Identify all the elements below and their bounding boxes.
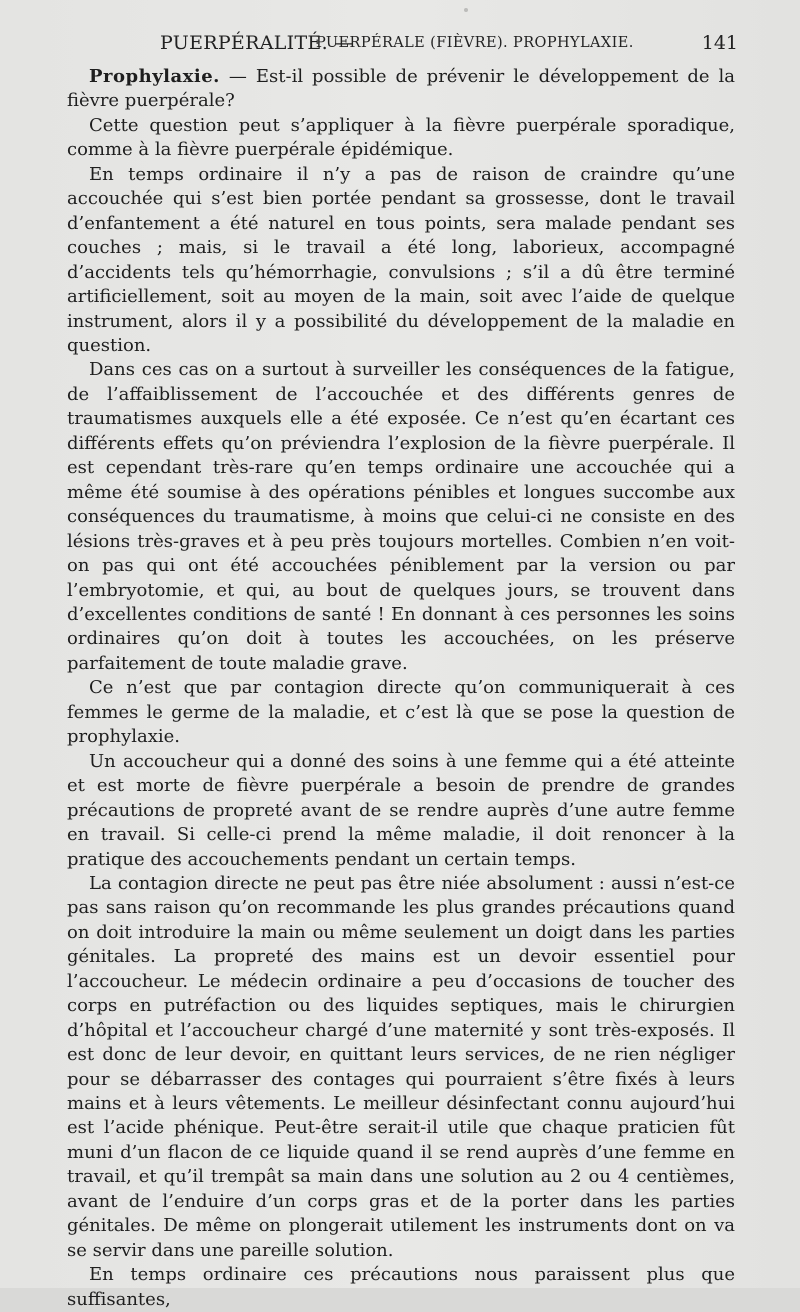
- page-number: 141: [701, 32, 738, 54]
- paragraph: Un accoucheur qui a donné des soins à une femme qui a été atteinte et est morte de fièvre puerpérale a besoin de prendre de grandes précautions de propreté avant de se rendre auprès d’une autre femme en travail. Si celle-ci prend la même maladie, il doit renoncer à la pratique des accouchements pendant un certain temps.: [67, 750, 735, 870]
- body-text: [67, 65, 735, 1312]
- paragraph: [67, 65, 735, 114]
- paragraph: Cette question peut s’appliquer à la fièvre puerpérale sporadique, comme à la fièvre puerpérale épidémique.: [67, 114, 735, 161]
- page-mark: [464, 8, 468, 12]
- header-title: PUERPÉRALITÉ. —: [160, 32, 354, 54]
- paragraph: En temps ordinaire il n’y a pas de raison de craindre qu’une accouchée qui s’est bien portée pendant sa grossesse, dont le travail d’enfantement a été naturel en tous points, sera malade pendant ses couches ; mais, si le travail a été long, laborieux, accompagné d’accidents tels qu’hémorrhagie, convulsions ; s’il a dû être terminé artificiellement, soit au moyen de la main, soit avec l’aide de quelque instrument, alors il y a possibilité du développement de la maladie en question.: [67, 163, 735, 356]
- paragraph: Ce n’est que par contagion directe qu’on communiquerait à ces femmes le germe de la maladie, et c’est là que se pose la question de prophylaxie.: [67, 677, 735, 748]
- section-heading: Prophylaxie.: [89, 66, 220, 87]
- paragraph: En temps ordinaire ces précautions nous paraissent plus que suffisantes,: [67, 1264, 735, 1310]
- running-header: [160, 32, 740, 58]
- paragraph: La contagion directe ne peut pas être niée absolument : aussi n’est-ce pas sans raison qu’on recommande les plus grandes précautions quand on doit introduire la main ou même seulement un doigt dans les parties génitales. La propreté des mains est un devoir essentiel pour l’accoucheur. Le médecin ordinaire a peu d’occasions de toucher des corps en putréfaction ou des liquides septiques, mais le chirurgien d’hôpital et l’accoucheur chargé d’une maternité y sont très-exposés. Il est donc de leur devoir, en quittant leurs services, de ne rien négliger pour se débarrasser des contages qui pourraient s’être fixés à leurs mains et à leurs vêtements. Le meilleur désinfectant connu aujourd’hui est l’acide phénique. Peut-être serait-il utile que chaque praticien fût muni d’un flacon de ce liquide quand il se rend auprès d’une femme en travail, et qu’il trempât sa main dans une solution au 2 ou 4 centièmes, avant de l’enduire d’un corps gras et de la porter dans les parties génitales. De même on plongerait utilement les instruments dont on va se servir dans une pareille solution.: [67, 872, 735, 1261]
- paragraph-text: — Est-il possible de prévenir le développement de la fièvre puerpérale?: [67, 66, 735, 112]
- paragraph: Dans ces cas on a surtout à surveiller les conséquences de la fatigue, de l’affaiblissement de l’accouchée et des différents genres de traumatismes auxquels elle a été exposée. Ce n’est qu’en écartant ces différents effets qu’on préviendra l’explosion de la fièvre puerpérale. Il est cependant très-rare qu’en temps ordinaire une accouchée qui a même été soumise à des opérations pénibles et longues succombe aux conséquences du traumatisme, à moins que celui-ci ne consiste en des lésions très-graves et à peu près toujours mortelles. Combien n’en voit-on pas qui ont été accouchées péniblement par la version ou par l’embryotomie, et qui, au bout de quelques jours, se trouvent dans d’excellentes conditions de santé ! En donnant à ces personnes les soins ordinaires qu’on doit à toutes les accouchées, on les préserve parfaitement de toute maladie grave.: [67, 359, 735, 674]
- header-subtitle: PUERPÉRALE (FIÈVRE). PROPHYLAXIE.: [316, 35, 634, 51]
